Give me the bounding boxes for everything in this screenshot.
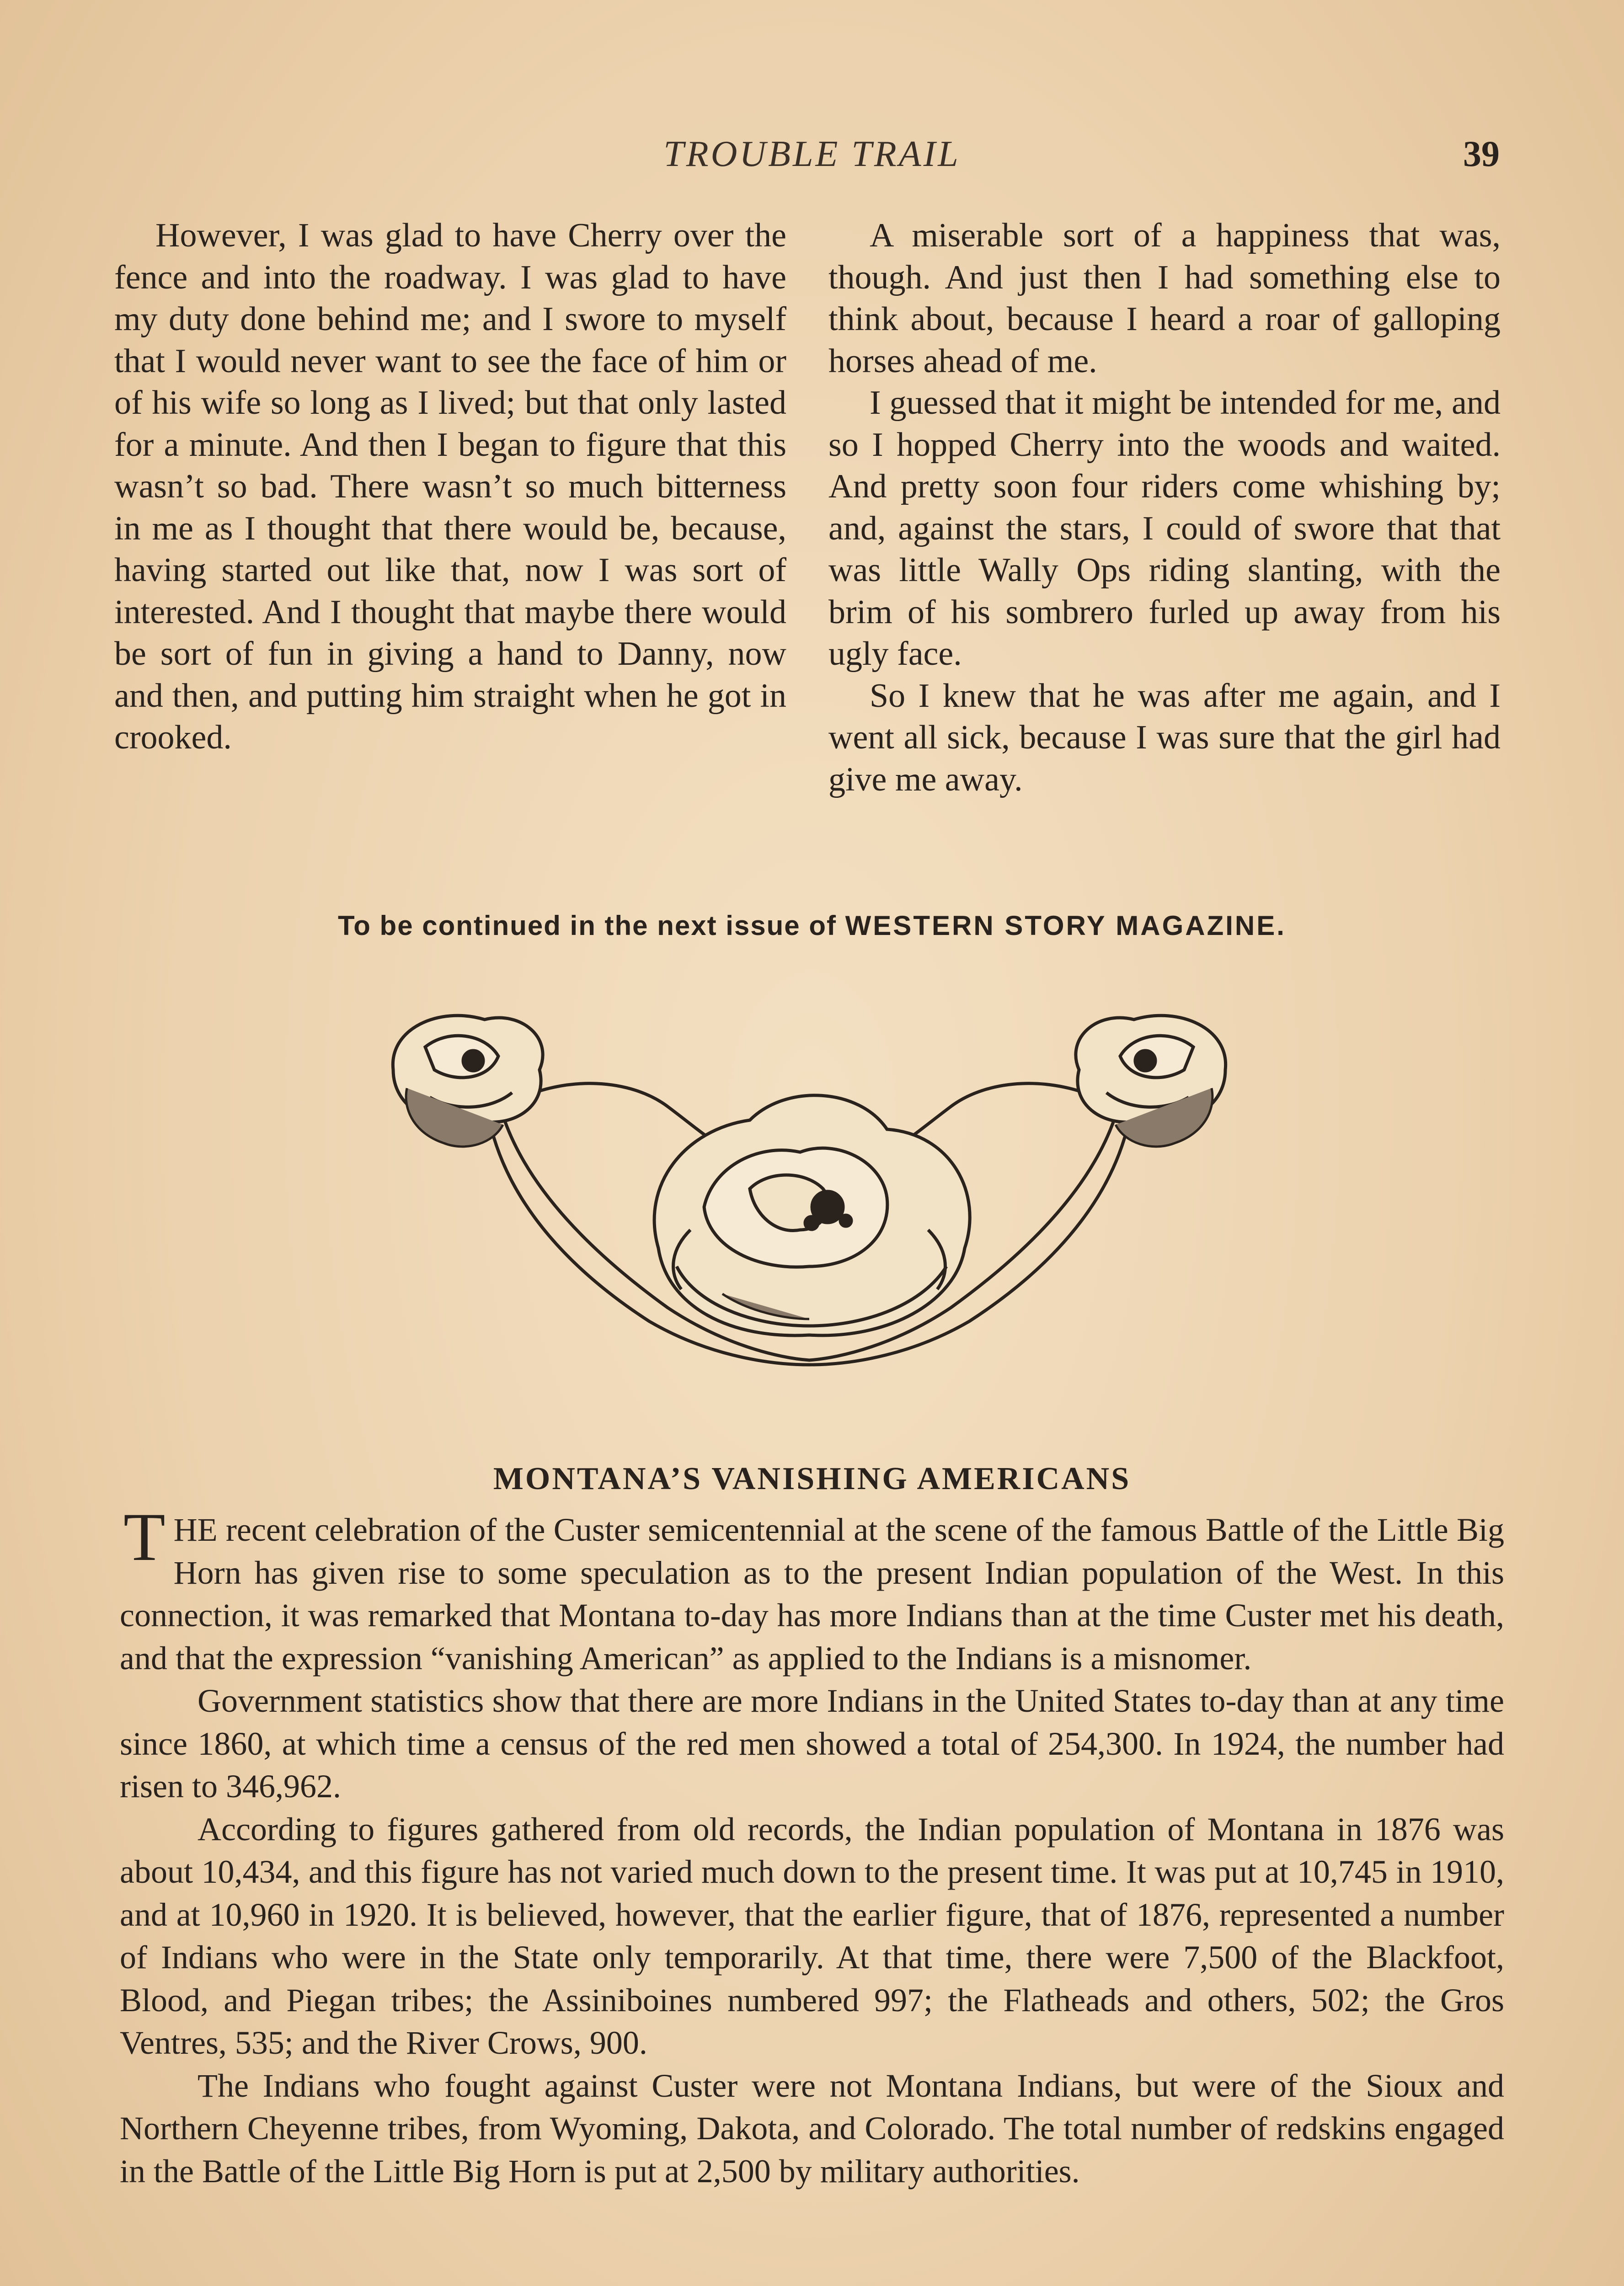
story-right-column xyxy=(828,215,1501,801)
story-paragraph: A miserable sort of a happiness that was, though. And just then I had something else to think about, because I heard a roar of galloping horses ahead of me. xyxy=(828,217,1501,380)
story-columns xyxy=(114,215,1500,892)
magazine-name: WESTERN STORY MAGAZINE. xyxy=(845,910,1286,941)
floral-ornament xyxy=(375,992,1244,1381)
article-title: MONTANA’S VANISHING AMERICANS xyxy=(493,1461,1131,1496)
continued-text: To be continued in the next issue of xyxy=(338,910,837,941)
right-flower xyxy=(1076,1015,1226,1147)
article-paragraph: Government statistics show that there are more Indians in the United States to-day than at any time since 1860, at which time a census of the red men showed a total of 254,300. In 1924, the number had risen to 346,962. xyxy=(120,1682,1504,1805)
story-paragraph: However, I was glad to have Cherry over the fence and into the roadway. I was glad to have my duty done behind me; and I swore to myself that I would never want to see the face of him or of his wife so long as I lived; but that only lasted for a minute. And then I began to figure that this wasn’t so bad. There wasn’t so much bitterness in me as I thought that there would be, because, having started out like that, now I was sort of interested. And I thought that maybe there would be sort of fun in giving a hand to Danny, now and then, and putting him straight when he got in crooked. xyxy=(114,217,786,756)
article-lead-text: HE recent celebration of the Custer semicentennial at the scene of the famous Battle of the Little Big Horn has given rise to some speculation as to the present Indian population of the West. In this connection, it was remarked that Montana to-day has more Indians than at the time Custer met his death, and that the expression “vanishing American” as applied to the Indians is a misnomer. xyxy=(120,1512,1504,1677)
story-left-column xyxy=(114,215,786,759)
article-paragraph: According to figures gathered from old records, the Indian population of Montana in 1876 was about 10,434, and this figure has not varied much down to the present time. It was put at 10,745 in 1910, and at 10,960 in 1920. It is believed, however, that the earlier figure, that of 1876, represented a number of Indians who were in the State only temporarily. At that time, there were 7,500 of the Blackfoot, Blood, and Piegan tribes; the Assiniboines numbered 997; the Flatheads and others, 502; the Gros Ventres, 535; and the River Crows, 900. xyxy=(120,1811,1504,2061)
article-paragraph xyxy=(120,1499,1504,1680)
drop-cap: T xyxy=(123,1499,166,1575)
running-head xyxy=(0,134,1624,179)
page-number: 39 xyxy=(1463,134,1500,174)
story-paragraph: So I knew that he was after me again, and I went all sick, because I was sure that the girl had give me away. xyxy=(828,677,1501,798)
running-title: TROUBLE TRAIL xyxy=(663,134,961,174)
article-paragraph: The Indians who fought against Custer were not Montana Indians, but were of the Sioux and Northern Cheyenne tribes, from Wyoming, Dakota, and Colorado. The total number of redskins engaged in the Battle of the Little Big Horn is put at 2,500 by military authorities. xyxy=(120,2067,1504,2190)
story-paragraph: I guessed that it might be intended for me, and so I hopped Cherry into the woods and waited. And pretty soon four riders come whishing by; and, against the stars, I could of swore that that was little Wally Ops riding slanting, with the brim of his sombrero furled up away from his ugly face. xyxy=(828,384,1501,673)
left-flower xyxy=(393,1015,543,1147)
article-body xyxy=(120,1499,1504,2193)
continued-notice xyxy=(0,910,1624,941)
